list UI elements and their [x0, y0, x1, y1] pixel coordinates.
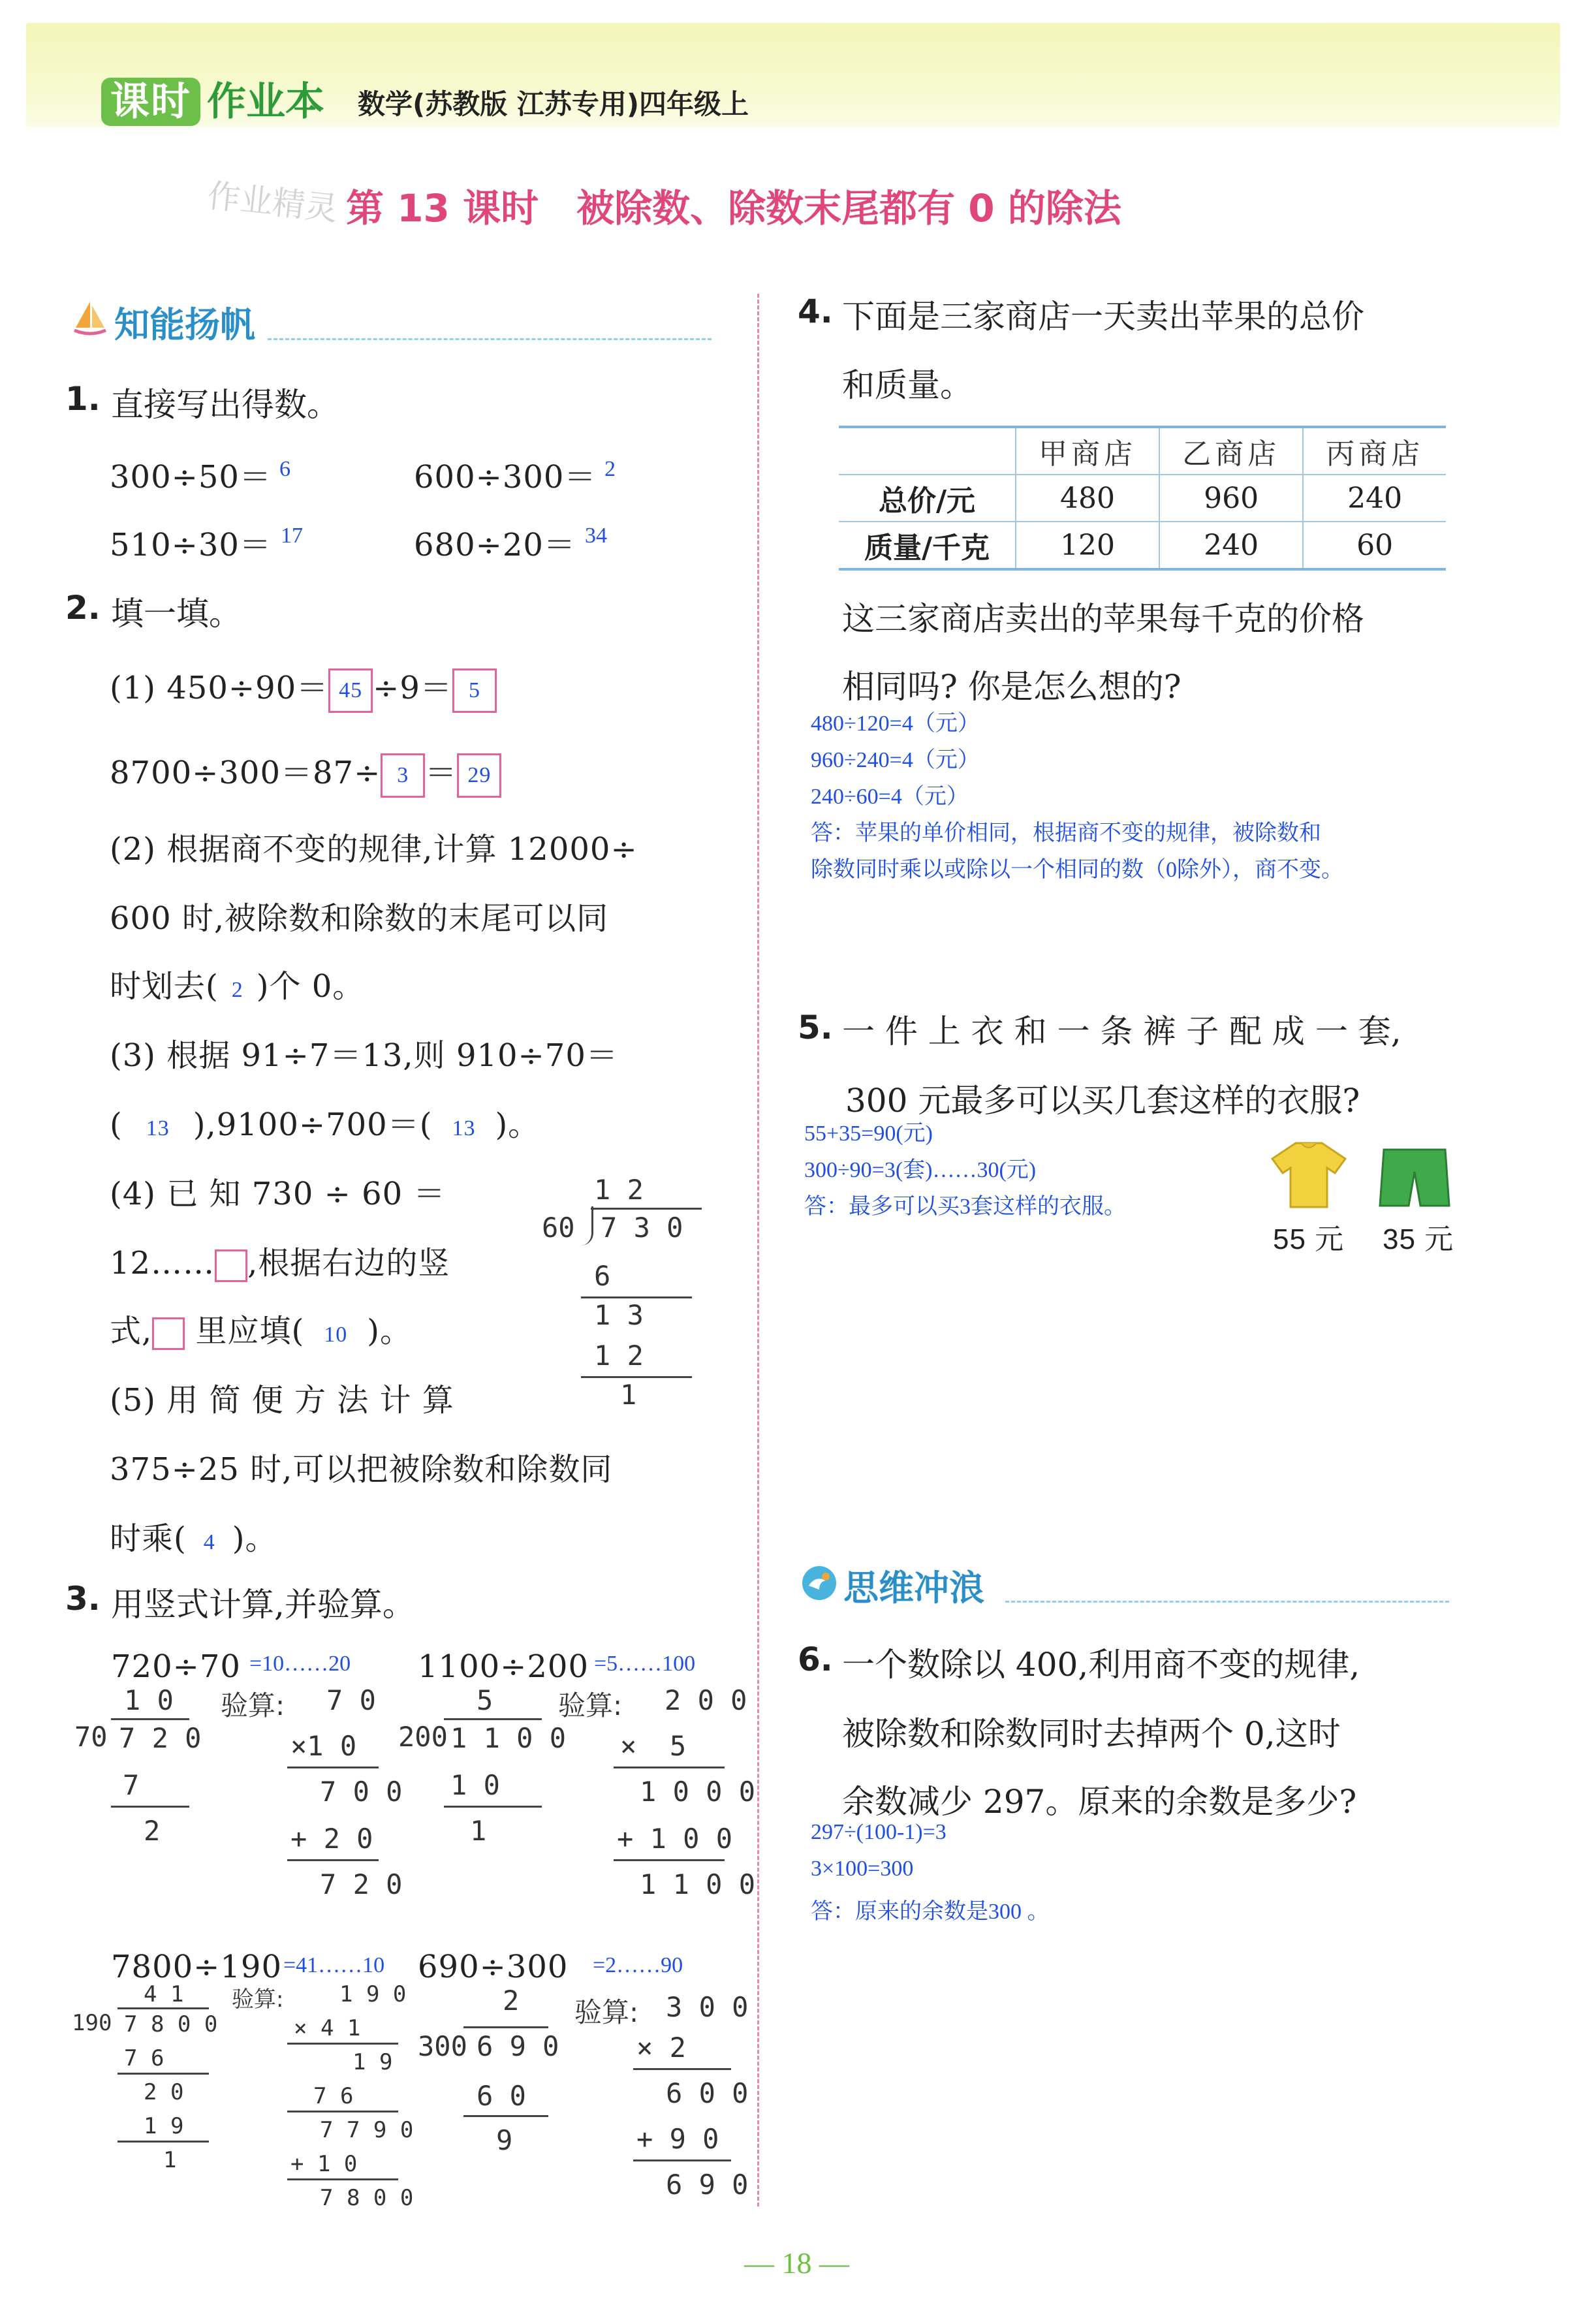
q2-p3-answer-1: 13 [146, 1116, 170, 1140]
calc-step: 9 [496, 2124, 513, 2156]
q3a-answer: =10……20 [249, 1652, 351, 1676]
q5-number: 5. [798, 1009, 833, 1046]
q3c-answer: =41……10 [283, 1953, 385, 1977]
wave-icon [800, 1563, 839, 1603]
q5-answer-line: 300÷90=3(套)……30(元) [804, 1158, 1037, 1182]
q2-p1b: 8700÷300＝87÷ 3 ＝ 29 [110, 747, 501, 798]
q1-ans-3: 17 [281, 524, 303, 548]
check-line [287, 2111, 398, 2112]
calc-quotient: 1 2 [594, 1174, 644, 1206]
check-step: 7 6 [313, 2083, 354, 2109]
q5-answer-line: 答：最多可以买3套这样的衣服。 [804, 1195, 1126, 1219]
calc-step: 1 3 [594, 1299, 644, 1331]
check-step: × 4 1 [294, 2015, 361, 2041]
calc-line [117, 2073, 209, 2075]
table-cell: 240 [1347, 481, 1403, 515]
q3b-work [398, 1684, 756, 1919]
sail-icon [70, 299, 110, 338]
calc-dividend: 7 8 0 0 [124, 2011, 218, 2037]
q4-prompt-line2: 和质量。 [842, 366, 973, 404]
calc-bracket [581, 1206, 593, 1246]
calc-line [581, 1376, 692, 1378]
lesson-title: 第 13 课时 被除数、除数末尾都有 0 的除法 [346, 186, 1121, 230]
q2-p1a: (1) 450÷90＝ 45 ÷9＝ 5 [110, 663, 497, 713]
check-label: 验算: [221, 1689, 285, 1721]
calc-dividend: 1 1 0 0 [450, 1722, 567, 1754]
q2-p3-answer-2: 13 [452, 1116, 476, 1140]
q4-answer-line: 除数同时乘以或除以一个相同的数（0除外），商不变。 [811, 858, 1343, 882]
calc-step: 2 [144, 1815, 161, 1847]
calc-quotient: 5 [477, 1684, 493, 1716]
calc-divisor: 60 [542, 1212, 575, 1244]
calc-step: 1 [470, 1815, 487, 1847]
q1-ans-2: 2 [604, 457, 616, 481]
check-label: 验算: [574, 1996, 639, 2028]
q2-p3-line2: ( 13 ),9100÷700＝( 13 )。 [110, 1107, 540, 1143]
calc-quotient: 1 0 [124, 1684, 174, 1716]
pants-price: 35 元 [1383, 1223, 1454, 1255]
calc-quotient: 2 [503, 1985, 520, 2017]
q3c-work [72, 1981, 414, 2223]
q3d-expr: 690÷300 [418, 1949, 569, 1985]
q3a-work [72, 1684, 431, 1919]
q3d-work [411, 1985, 751, 2226]
check-step: + 1 0 [290, 2151, 358, 2177]
page-number: — 18 — [744, 2246, 849, 2280]
q6-answer-line: 3×100=300 [811, 1857, 914, 1881]
calc-line [581, 1296, 692, 1298]
q3b-expr: 1100÷200 [418, 1648, 589, 1685]
calc-step: 6 0 [477, 2080, 526, 2112]
check-step: 7 8 0 0 [320, 2185, 414, 2211]
check-line [287, 1859, 379, 1861]
check-line [633, 2068, 731, 2070]
calc-line [117, 2141, 209, 2143]
q2-p5-line3: 时乘( 4 )。 [110, 1520, 277, 1557]
check-line [614, 1859, 725, 1861]
table-cell: 120 [1016, 522, 1159, 569]
q6-number: 6. [798, 1641, 833, 1678]
table-row [839, 522, 1446, 569]
table-header: 甲商店 [1016, 427, 1159, 475]
calc-dividend: 7 3 0 [601, 1212, 683, 1244]
blank-box[interactable] [152, 1317, 185, 1350]
section-underline [268, 338, 712, 340]
q5-answer-line: 55+35=90(元) [804, 1122, 933, 1146]
q3d-answer: =2……90 [593, 1953, 683, 1977]
check-step: 1 0 0 0 [640, 1776, 756, 1808]
calc-divisor: 300 [418, 2030, 467, 2062]
table-cell: 总价/元 [839, 475, 1016, 522]
calc-quotient: 4 1 [144, 1981, 184, 2007]
calc-bar [444, 1718, 542, 1720]
q4-prompt-line1: 下面是三家商店一天卖出苹果的总价 [842, 298, 1364, 336]
calc-step: 1 [620, 1379, 637, 1411]
q4-answer-line: 240÷60=4（元） [811, 785, 969, 809]
calc-step: 2 0 [144, 2079, 184, 2105]
check-label: 验算: [232, 1986, 284, 2013]
check-line [287, 1767, 379, 1768]
calc-bar [463, 2026, 548, 2028]
table-cell: 960 [1159, 475, 1303, 522]
q1-expr-2: 600÷300＝ [414, 459, 597, 495]
q3-number: 3. [65, 1580, 101, 1618]
check-step: 1 9 [352, 2049, 393, 2075]
check-step: 7 7 9 0 [320, 2117, 414, 2143]
q2-number: 2. [65, 589, 101, 627]
q6-prompt-line2: 被除数和除数同时去掉两个 0,这时 [842, 1715, 1341, 1753]
column-divider [757, 294, 759, 2206]
check-step: 7 2 0 [320, 1868, 403, 1900]
q4-answer-line: 答：苹果的单价相同，根据商不变的规律，被除数和 [811, 821, 1321, 845]
q2-p4-answer: 10 [324, 1323, 348, 1347]
check-step: 1 1 0 0 [640, 1868, 756, 1900]
q3c-expr: 7800÷190 [111, 1949, 282, 1985]
check-line [614, 1767, 725, 1768]
q1-expr-1: 300÷50＝ [110, 459, 272, 495]
q6-answer-line: 答：原来的余数是300 。 [811, 1900, 1050, 1924]
q3-prompt: 用竖式计算,并验算。 [111, 1586, 415, 1624]
check-step: 7 0 [326, 1684, 376, 1716]
check-step: + 2 0 [290, 1823, 373, 1855]
table-cell: 质量/千克 [839, 522, 1016, 569]
q2-p2-line1: (2) 根据商不变的规律,计算 12000÷ [110, 831, 638, 868]
check-step: + 1 0 0 [617, 1823, 733, 1855]
check-step: 2 0 0 [665, 1684, 747, 1716]
section-title-thinking: 思维冲浪 [843, 1567, 984, 1609]
shorts-icon [1379, 1146, 1450, 1211]
q3b-answer: =5……100 [594, 1652, 696, 1676]
calc-dividend: 7 2 0 [119, 1722, 202, 1754]
brand-logo-mark: 课时 [101, 78, 200, 126]
shirt-icon [1270, 1139, 1348, 1211]
q1-prompt: 直接写出得数。 [111, 386, 339, 424]
section-title-knowledge: 知能扬帆 [114, 304, 255, 345]
table-header: 丙商店 [1326, 437, 1424, 471]
check-step: × 5 [620, 1730, 687, 1762]
q4-number: 4. [798, 292, 833, 330]
blank-box[interactable] [215, 1249, 247, 1282]
calc-step: 1 [163, 2147, 177, 2173]
section-underline [1005, 1601, 1449, 1603]
apple-table [839, 426, 1446, 571]
table-header [839, 427, 1016, 475]
calc-line [444, 1806, 542, 1808]
check-label: 验算: [558, 1689, 623, 1721]
calc-dividend: 6 9 0 [477, 2030, 559, 2062]
table-cell: 480 [1016, 475, 1159, 522]
calc-line [463, 2115, 548, 2117]
q5-prompt-line1: 一 件 上 衣 和 一 条 裤 子 配 成 一 套, [842, 1013, 1401, 1050]
calc-bar [117, 2007, 209, 2009]
table-cell: 240 [1159, 522, 1303, 569]
brand-logo-text: 作业本 [207, 79, 324, 125]
q1-expr-3: 510÷30＝ [110, 527, 272, 563]
q5-prompt-line2: 300 元最多可以买几套这样的衣服? [845, 1082, 1360, 1120]
brand-logo [101, 71, 324, 127]
table-cell: 60 [1356, 528, 1394, 562]
q6-prompt-line3: 余数减少 297。原来的余数是多少? [842, 1783, 1357, 1821]
q2-p4-line2: 12…… ,根据右边的竖 [110, 1245, 450, 1281]
q3a-expr: 720÷70 [111, 1648, 241, 1685]
q1-expr-4: 680÷20＝ [414, 527, 576, 563]
answer-box[interactable]: 45 [328, 668, 373, 713]
q2-p2-answer: 2 [231, 978, 243, 1002]
watermark: 作业精灵 [206, 176, 340, 228]
calc-divisor: 190 [72, 2010, 112, 2036]
check-line [287, 2178, 398, 2180]
q2-p2-line2: 600 时,被除数和除数的末尾可以同 [110, 900, 609, 937]
check-step: 6 9 0 [666, 2169, 749, 2201]
q6-answer-line: 297÷(100-1)=3 [811, 1820, 947, 1844]
check-step: 6 0 0 [666, 2077, 749, 2109]
q6-prompt-line1: 一个数除以 400,利用商不变的规律, [842, 1646, 1360, 1684]
calc-bar [111, 1718, 189, 1720]
answer-box[interactable]: 5 [452, 668, 497, 713]
check-line [633, 2159, 731, 2161]
q1-ans-1: 6 [279, 457, 290, 481]
q4-answer-line: 960÷240=4（元） [811, 748, 980, 772]
check-step: × 2 [636, 2032, 686, 2064]
q2-p5-answer: 4 [203, 1530, 215, 1554]
calc-step: 6 [594, 1260, 611, 1292]
check-step: 7 0 0 [320, 1776, 403, 1808]
q4-answer-line: 480÷120=4（元） [811, 712, 980, 736]
q2-p4-long-division [542, 1169, 698, 1430]
table-header-row [839, 427, 1446, 475]
book-subtitle: 数学(苏教版 江苏专用)四年级上 [358, 88, 749, 120]
calc-step: 7 [123, 1769, 140, 1801]
calc-divisor: 70 [74, 1721, 108, 1753]
q2-p4-line1: (4) 已 知 730 ÷ 60 ＝ [110, 1176, 446, 1212]
q2-p5-line1: (5) 用 简 便 方 法 计 算 [110, 1382, 454, 1419]
calc-step: 1 9 [144, 2113, 184, 2139]
answer-box[interactable]: 3 [381, 753, 425, 798]
check-step: 1 9 0 [339, 1981, 407, 2007]
q1-number: 1. [65, 380, 101, 418]
check-line [287, 2043, 398, 2045]
q2-p2-line3: 时划去( 2 )个 0。 [110, 968, 365, 1005]
check-step: 3 0 0 [666, 1991, 749, 2023]
q4-question-line2: 相同吗? 你是怎么想的? [842, 668, 1182, 706]
calc-step: 1 2 [594, 1340, 644, 1372]
calc-step: 7 6 [124, 2045, 164, 2071]
check-step: ×1 0 [290, 1730, 357, 1762]
calc-divisor: 200 [398, 1721, 448, 1753]
answer-box[interactable]: 29 [457, 753, 501, 798]
q4-question-line1: 这三家商店卖出的苹果每千克的价格 [842, 600, 1364, 638]
q2-p4-line3: 式, 里应填( 10 )。 [110, 1313, 412, 1349]
calc-bar [591, 1208, 702, 1210]
table-row [839, 475, 1446, 522]
q2-p5-line2: 375÷25 时,可以把被除数和除数同 [110, 1451, 613, 1488]
check-step: + 9 0 [636, 2123, 719, 2155]
q2-prompt: 填一填。 [111, 595, 242, 633]
calc-line [111, 1806, 189, 1808]
q1-ans-4: 34 [585, 524, 607, 548]
table-header: 乙商店 [1159, 427, 1303, 475]
shirt-price: 55 元 [1273, 1223, 1345, 1255]
q2-p3-line1: (3) 根据 91÷7＝13,则 910÷70＝ [110, 1037, 618, 1074]
calc-step: 1 0 [450, 1769, 500, 1801]
